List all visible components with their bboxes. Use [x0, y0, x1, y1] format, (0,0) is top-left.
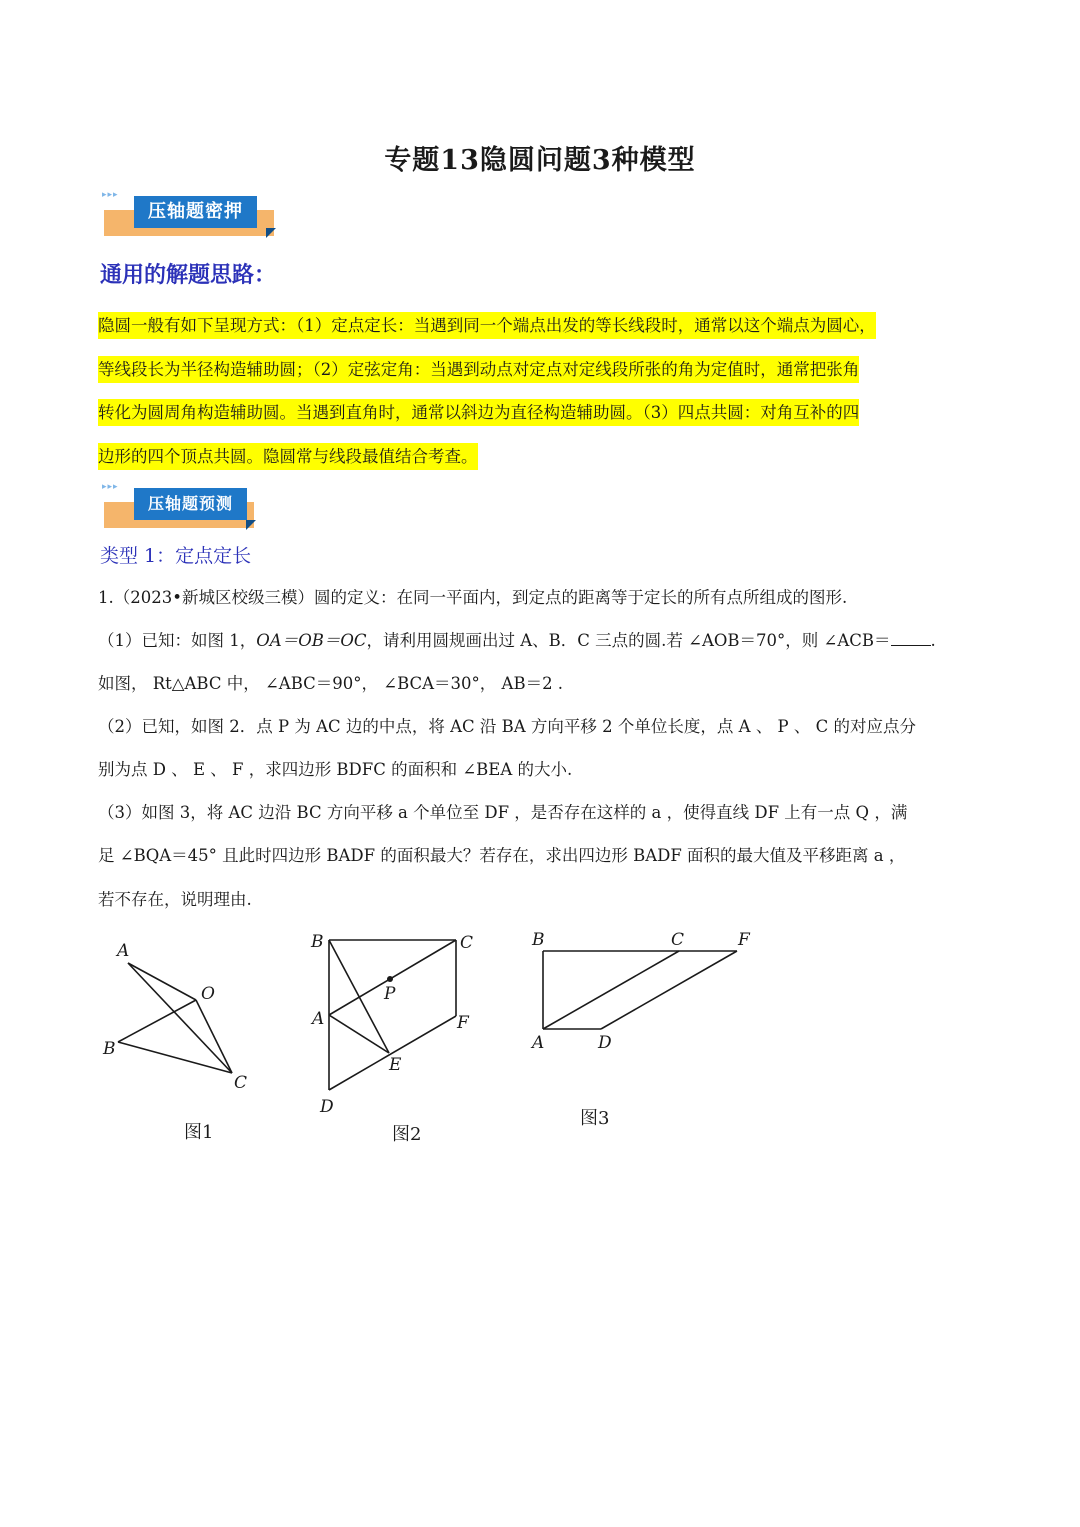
- problem-part3-line1: （3）如图 3，将 AC 边沿 BC 方向平移 a 个单位至 DF ，是否存在这样的 a ，使得直线 DF 上有一点 Q ，满: [98, 803, 908, 822]
- fig2-caption: 图2: [392, 1124, 422, 1145]
- seg-AE: [329, 1015, 389, 1053]
- seg-OC: [196, 1000, 232, 1073]
- point-P: [387, 976, 393, 982]
- seg-AC: [543, 951, 679, 1029]
- fig3-label-D: D: [598, 1033, 612, 1053]
- fig1-label-O: O: [201, 984, 215, 1004]
- seg-BE: [329, 940, 389, 1053]
- fig1-caption: 图1: [184, 1122, 214, 1143]
- banner-label: 压轴题预测: [134, 488, 247, 520]
- highlight-line: 边形的四个顶点共圆。隐圆常与线段最值结合考查。: [98, 443, 478, 470]
- page-title: 专题13隐圆问题3种模型: [384, 145, 696, 176]
- figure-1: [118, 963, 232, 1073]
- fig2-label-E: E: [389, 1055, 402, 1075]
- fig3-label-A: A: [532, 1033, 545, 1053]
- problem-part2-line2: 别为点 D 、 E 、 F ，求四边形 BDFC 的面积和 ∠BEA 的大小.: [98, 760, 573, 779]
- problem-intro: 1.（2023•新城区校级三模）圆的定义：在同一平面内，到定点的距离等于定长的所有点所组成的图形.: [98, 588, 848, 607]
- fig2-label-P: P: [384, 984, 396, 1004]
- fig1-label-A: A: [117, 941, 130, 961]
- fig1-label-C: C: [234, 1073, 248, 1093]
- fig2-label-B: B: [311, 932, 324, 952]
- part1-period: .: [930, 631, 936, 650]
- problem-part3-line3: 若不存在，说明理由.: [98, 890, 252, 909]
- fig3-label-C: C: [671, 930, 685, 950]
- highlight-line: 隐圆一般有如下呈现方式：（1）定点定长：当遇到同一个端点出发的等长线段时，通常以这个端点为圆心，: [98, 312, 876, 339]
- fig2-label-C: C: [460, 933, 474, 953]
- seg-DF: [601, 951, 737, 1029]
- banner-label: 压轴题密押: [134, 196, 257, 228]
- fig2-label-F: F: [457, 1013, 469, 1033]
- fig3-caption: 图3: [580, 1108, 610, 1129]
- approach-heading: 通用的解题思路：: [100, 263, 277, 288]
- problem-part3-line2: 足 ∠BQA＝45° 且此时四边形 BADF 的面积最大？若存在，求出四边形 BADF 面积的最大值及平移距离 a ，: [98, 846, 906, 865]
- arrow-marks-icon: ▸▸▸: [102, 190, 119, 200]
- seg-AC: [128, 963, 232, 1073]
- problem-given: 如图， Rt△ABC 中， ∠ABC＝90°， ∠BCA＝30°， AB＝2 .: [98, 674, 564, 693]
- fig1-label-B: B: [103, 1039, 116, 1059]
- highlight-line: 转化为圆周角构造辅助圆。当遇到直角时，通常以斜边为直径构造辅助圆。（3）四点共圆：对角互补的四: [98, 399, 859, 426]
- part1-lead: （1）已知：如图 1，: [98, 631, 257, 650]
- figure-3: [543, 951, 737, 1029]
- fig2-label-A: A: [312, 1009, 325, 1029]
- part1-equation: OA＝OB＝OC: [256, 631, 367, 650]
- arrow-marks-icon: ▸▸▸: [102, 482, 119, 492]
- problem-part2-line1: （2）已知，如图 2．点 P 为 AC 边的中点，将 AC 沿 BA 方向平移 2 个单位长度，点 A 、 P 、 C 的对应点分: [98, 717, 917, 736]
- seg-BO: [118, 1000, 196, 1042]
- fig3-label-B: B: [532, 930, 545, 950]
- part1-question: ，请利用圆规画出过 A、B．C 三点的圆.若 ∠AOB＝70°，则 ∠ACB＝: [366, 631, 891, 650]
- seg-BC: [118, 1042, 232, 1073]
- fig2-label-D: D: [320, 1097, 334, 1117]
- highlight-line: 等线段长为半径构造辅助圆；（2）定弦定角：当遇到动点对定点对定线段所张的角为定值时，通常把张角: [98, 356, 859, 383]
- type-heading: 类型 1：定点定长: [100, 545, 252, 567]
- fig3-label-F: F: [738, 930, 750, 950]
- seg-AO: [128, 963, 196, 1000]
